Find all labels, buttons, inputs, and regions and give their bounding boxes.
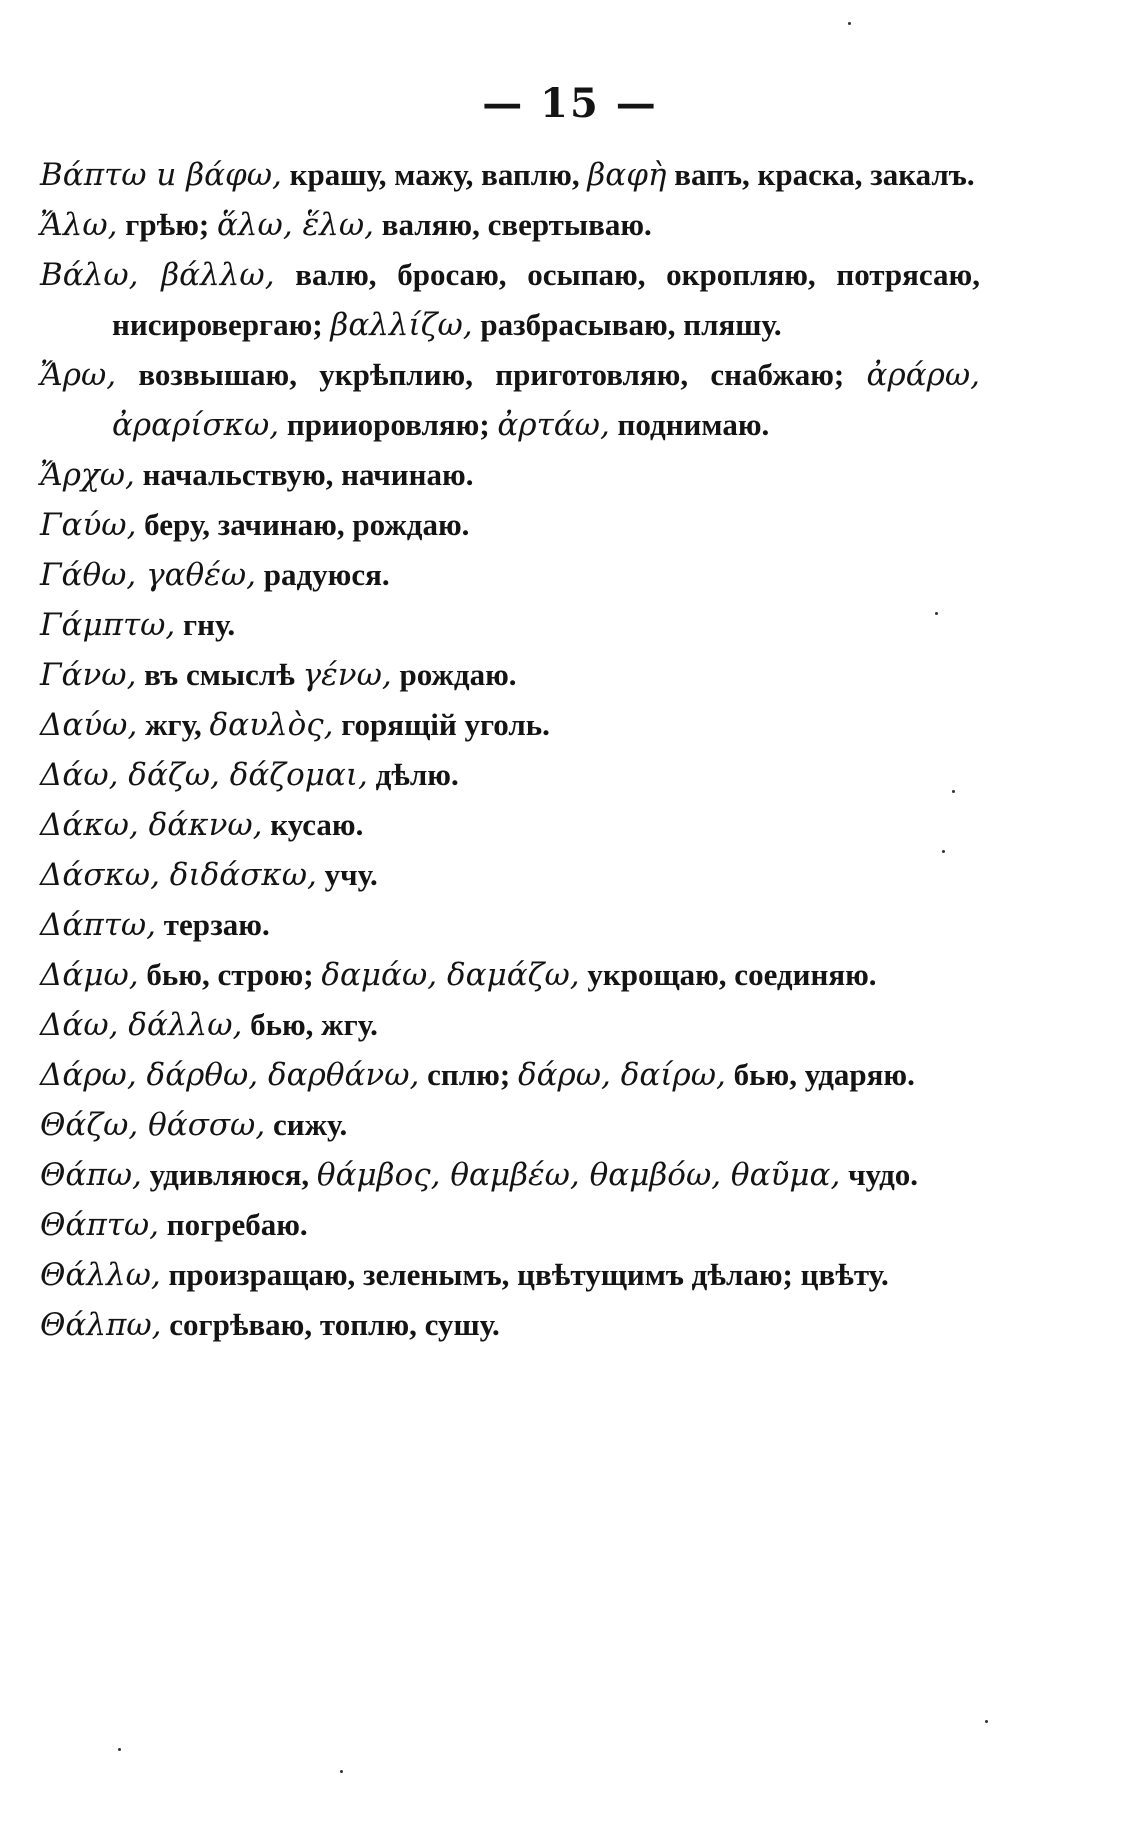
definition: кусаю. — [262, 807, 364, 842]
greek-term: δάρω, δαίρω, — [517, 1057, 726, 1093]
greek-term: Βάπτω и βάφω, — [40, 157, 282, 193]
definition: сплю; — [419, 1057, 518, 1092]
greek-term: δαμάω, δαμάζω, — [321, 957, 580, 993]
greek-term: Ἄλω, — [40, 207, 118, 243]
definition: беру, зачинаю, рождаю. — [136, 507, 470, 542]
entry — [40, 650, 980, 700]
greek-term: Θάπω, — [40, 1157, 142, 1193]
definition: грѣю; — [117, 207, 217, 242]
greek-term: Θάλπω, — [40, 1307, 162, 1343]
ink-speck — [985, 1720, 988, 1723]
greek-term: Δάσκω, διδάσκω, — [40, 857, 317, 893]
definition: бью, ударяю. — [725, 1057, 915, 1092]
greek-term: Γαύω, — [40, 507, 137, 543]
definition: поднимаю. — [609, 407, 770, 442]
definition: возвышаю, укрѣплию, приготовляю, снабжаю; — [116, 357, 867, 392]
greek-term: Γάμπτω, — [40, 607, 176, 643]
ink-speck — [942, 850, 945, 853]
page-number: — 15 — — [482, 80, 658, 127]
definition: радуюся. — [256, 557, 390, 592]
definition: укрощаю, соединяю. — [579, 957, 877, 992]
greek-term: θάμβος, θαμβέω, θαμβόω, θαῦμα, — [316, 1157, 841, 1193]
definition: крашу, мажу, ваплю, — [281, 157, 588, 192]
definition: разбрасываю, пляшу. — [472, 307, 782, 342]
definition: согрѣваю, топлю, сушу. — [161, 1307, 500, 1342]
entry — [40, 500, 980, 550]
entry — [40, 1050, 980, 1100]
greek-term: Δάρω, δάρθω, δαρθάνω, — [40, 1057, 420, 1093]
entry — [40, 550, 980, 600]
greek-term: Δάκω, δάκνω, — [40, 807, 263, 843]
ink-speck — [952, 790, 955, 793]
greek-term: Θάπτω, — [40, 1207, 160, 1243]
definition: гну. — [175, 607, 236, 642]
definition: погребаю. — [159, 1207, 308, 1242]
greek-term: Θάζω, θάσσω, — [40, 1107, 266, 1143]
greek-term: Ἄρω, — [40, 357, 117, 393]
greek-term: Δάω, δάλλω, — [40, 1007, 243, 1043]
entry — [40, 1150, 980, 1200]
entry — [40, 1000, 980, 1050]
dictionary-entries — [40, 150, 980, 1350]
definition: горящій уголь. — [333, 707, 550, 742]
greek-term: Δαύω, — [40, 707, 138, 743]
greek-term: Δάω, δάζω, δάζομαι, — [40, 757, 368, 793]
entry — [40, 150, 980, 200]
ink-speck — [935, 612, 938, 615]
definition: вапъ, краска, закалъ. — [666, 157, 975, 192]
greek-term: ἀρτάω, — [497, 407, 610, 443]
definition: чудо. — [840, 1157, 919, 1192]
greek-term: Δάπτω, — [40, 907, 156, 943]
ink-speck — [340, 1770, 343, 1773]
definition: въ смыслѣ — [136, 657, 303, 692]
greek-term: ἀράρω, ἀραρίσκω, — [112, 357, 980, 443]
definition: бью, жгу. — [242, 1007, 378, 1042]
entry — [40, 700, 980, 750]
greek-term: βαλλίζω, — [330, 307, 473, 343]
entry — [40, 750, 980, 800]
greek-term: Δάμω, — [40, 957, 139, 993]
greek-term: Γάνω, — [40, 657, 137, 693]
greek-term: γένω, — [302, 657, 392, 693]
greek-term: βαφὴ — [587, 157, 667, 193]
greek-term: Βάλω, βάλλω, — [40, 257, 275, 293]
definition: начальствую, начинаю. — [134, 457, 474, 492]
definition: дѣлю. — [367, 757, 459, 792]
entry — [40, 350, 980, 450]
entry — [40, 950, 980, 1000]
definition: терзаю. — [155, 907, 270, 942]
greek-term: δαυλὸς, — [209, 707, 334, 743]
greek-term: ἅλω, ἕλω, — [216, 207, 374, 243]
greek-term: Ἄρχω, — [40, 457, 135, 493]
entry — [40, 250, 980, 350]
definition: бью, строю; — [138, 957, 322, 992]
entry — [40, 900, 980, 950]
definition: валю, бросаю, осыпаю, окропляю, потрясаю, нисировергаю; — [112, 257, 980, 342]
entry — [40, 1250, 980, 1300]
definition: учу. — [316, 857, 378, 892]
definition: рождаю. — [391, 657, 517, 692]
entry — [40, 800, 980, 850]
definition: произращаю, зеленымъ, цвѣтущимъ дѣлаю; цвѣту. — [160, 1257, 889, 1292]
ink-speck — [118, 1748, 121, 1751]
entry — [40, 600, 980, 650]
ink-speck — [848, 22, 851, 25]
greek-term: Θάλλω, — [40, 1257, 161, 1293]
greek-term: Γάθω, γαθέω, — [40, 557, 256, 593]
entry — [40, 1300, 980, 1350]
definition: валяю, свертываю. — [373, 207, 652, 242]
entry — [40, 1100, 980, 1150]
definition: удивляюся, — [141, 1157, 317, 1192]
entry — [40, 1200, 980, 1250]
entry — [40, 850, 980, 900]
definition: сижу. — [265, 1107, 348, 1142]
definition: прииоровляю; — [279, 407, 498, 442]
definition: жгу, — [137, 707, 210, 742]
entry — [40, 450, 980, 500]
entry — [40, 200, 980, 250]
